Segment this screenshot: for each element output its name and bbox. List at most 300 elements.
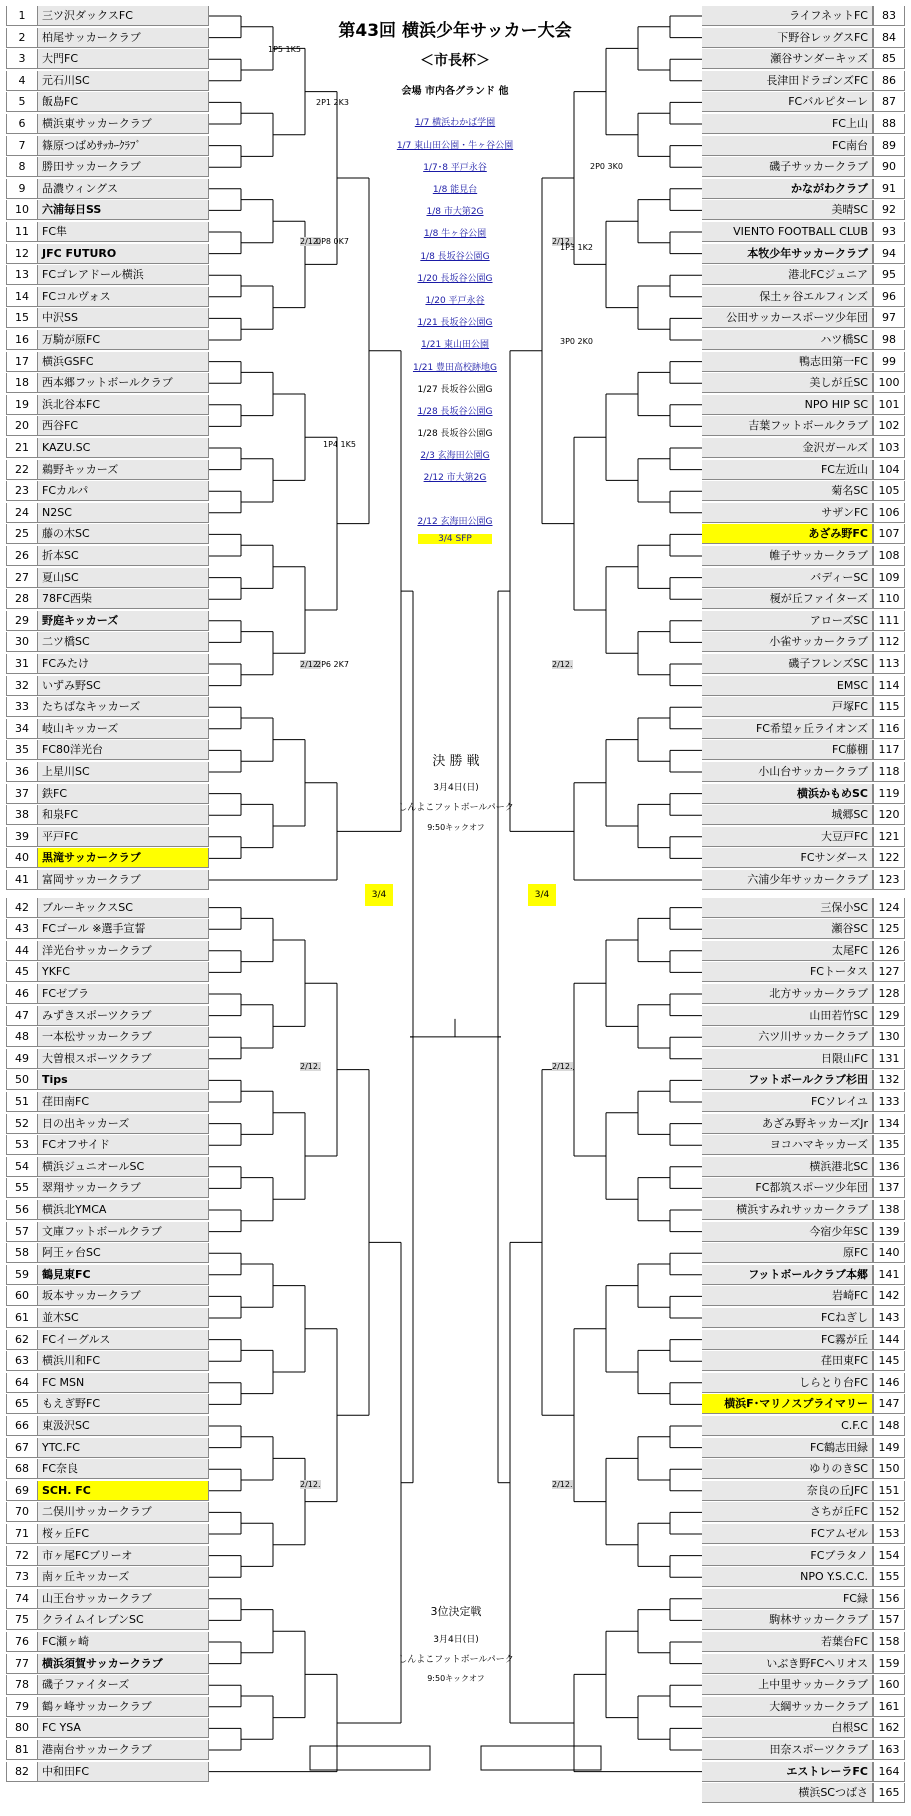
team-row — [702, 1632, 905, 1652]
team-name: 夏山SC — [38, 568, 209, 588]
team-name: 野庭キッカーズ — [38, 611, 209, 631]
team-number: 98 — [873, 330, 905, 350]
team-row — [702, 827, 905, 847]
team-name: FC奈良 — [38, 1459, 209, 1479]
team-name: 山田若竹SC — [702, 1006, 873, 1026]
team-number: 70 — [6, 1502, 38, 1522]
team-row — [6, 1524, 209, 1544]
team-number: 38 — [6, 805, 38, 825]
team-number: 158 — [873, 1632, 905, 1652]
team-name: FC MSN — [38, 1373, 209, 1393]
team-row — [6, 1438, 209, 1458]
schedule-item[interactable]: 1/21 東山田公園 — [420, 340, 490, 350]
team-name: 戸塚FC — [702, 697, 873, 717]
team-number: 155 — [873, 1567, 905, 1587]
team-row — [6, 870, 209, 890]
team-number: 6 — [6, 114, 38, 134]
team-name: FC YSA — [38, 1718, 209, 1738]
schedule-item[interactable]: 2/12 玄海田公園G — [417, 517, 493, 527]
team-name: 大綱サッカークラブ — [702, 1697, 873, 1717]
third-place: しんよこフットボールパーク — [398, 1655, 514, 1665]
team-name: 小山台サッカークラブ — [702, 762, 873, 782]
team-name: NPO Y.S.C.C. — [702, 1567, 873, 1587]
match-score: 1P5 1K5 — [268, 45, 301, 54]
team-name: アローズSC — [702, 611, 873, 631]
team-row — [702, 1783, 905, 1803]
team-row — [702, 1654, 905, 1674]
team-row — [6, 1092, 209, 1112]
team-number: 153 — [873, 1524, 905, 1544]
team-name: YTC.FC — [38, 1438, 209, 1458]
schedule-item[interactable]: 1/7 横浜わかば学園 — [414, 118, 496, 128]
team-row — [702, 1286, 905, 1306]
team-number: 16 — [6, 330, 38, 350]
team-number: 126 — [873, 941, 905, 961]
team-number: 136 — [873, 1157, 905, 1177]
team-number: 87 — [873, 92, 905, 112]
team-name: 港北FCジュニア — [702, 265, 873, 285]
team-number: 68 — [6, 1459, 38, 1479]
round-date: 2/12. — [552, 1480, 573, 1489]
team-row — [6, 265, 209, 285]
team-name: 原FC — [702, 1243, 873, 1263]
team-number: 131 — [873, 1049, 905, 1069]
team-name: FCカルパ — [38, 481, 209, 501]
team-number: 86 — [873, 71, 905, 91]
team-number: 93 — [873, 222, 905, 242]
schedule-item[interactable]: 1/8 長坂谷公園G — [420, 252, 490, 262]
team-number: 130 — [873, 1027, 905, 1047]
team-row — [6, 848, 209, 868]
team-number: 165 — [873, 1783, 905, 1803]
third-title: 3位決定戦 — [430, 1605, 482, 1618]
team-name: 白根SC — [702, 1718, 873, 1738]
team-row — [702, 114, 905, 134]
team-name: しらとり台FC — [702, 1373, 873, 1393]
team-row — [702, 1416, 905, 1436]
team-name: いずみ野SC — [38, 676, 209, 696]
schedule-item[interactable]: 1/21 長坂谷公園G — [417, 318, 493, 328]
final-date-left: 3/4 — [365, 884, 393, 906]
team-number: 29 — [6, 611, 38, 631]
team-number: 124 — [873, 898, 905, 918]
team-number: 2 — [6, 28, 38, 48]
team-row — [702, 1697, 905, 1717]
team-number: 115 — [873, 697, 905, 717]
team-name: ゆりのきSC — [702, 1459, 873, 1479]
team-row — [6, 1394, 209, 1414]
team-row — [702, 71, 905, 91]
team-name: 日の出キッカーズ — [38, 1114, 209, 1134]
team-number: 156 — [873, 1589, 905, 1609]
team-number: 88 — [873, 114, 905, 134]
team-name: 78FC西柴 — [38, 589, 209, 609]
team-name: 鶴ヶ峰サッカークラブ — [38, 1697, 209, 1717]
team-row — [6, 611, 209, 631]
team-row — [6, 1373, 209, 1393]
team-row — [6, 308, 209, 328]
team-number: 120 — [873, 805, 905, 825]
team-name: FC隼 — [38, 222, 209, 242]
team-number: 123 — [873, 870, 905, 890]
team-name: FCみたけ — [38, 654, 209, 674]
team-name: 菊名SC — [702, 481, 873, 501]
team-number: 73 — [6, 1567, 38, 1587]
team-number: 99 — [873, 352, 905, 372]
team-number: 141 — [873, 1265, 905, 1285]
schedule-item[interactable]: 1/28 長坂谷公園G — [417, 407, 493, 417]
round-date: 2/12. — [300, 660, 321, 669]
team-number: 91 — [873, 179, 905, 199]
team-number: 35 — [6, 740, 38, 760]
team-number: 96 — [873, 287, 905, 307]
bracket-box — [310, 1746, 430, 1770]
team-number: 54 — [6, 1157, 38, 1177]
team-name: ブルーキックスSC — [38, 898, 209, 918]
team-number: 114 — [873, 676, 905, 696]
team-row — [6, 805, 209, 825]
team-row — [6, 1632, 209, 1652]
team-row — [702, 1135, 905, 1155]
subtitle: ＜市長杯＞ — [420, 53, 490, 69]
team-number: 85 — [873, 49, 905, 69]
team-number: 159 — [873, 1654, 905, 1674]
team-name: 並木SC — [38, 1308, 209, 1328]
team-row — [6, 1265, 209, 1285]
team-row — [702, 546, 905, 566]
team-row — [6, 740, 209, 760]
team-name: 藤の木SC — [38, 524, 209, 544]
team-number: 44 — [6, 941, 38, 961]
team-number: 40 — [6, 848, 38, 868]
team-row — [702, 179, 905, 199]
team-name: FCトータス — [702, 962, 873, 982]
team-number: 122 — [873, 848, 905, 868]
team-name: 磯子ファイターズ — [38, 1675, 209, 1695]
team-number: 23 — [6, 481, 38, 501]
team-row — [702, 1308, 905, 1328]
team-number: 154 — [873, 1546, 905, 1566]
team-number: 132 — [873, 1070, 905, 1090]
schedule-item[interactable]: 2/12 市大第2G — [423, 473, 487, 483]
team-row — [702, 632, 905, 652]
team-name: あざみ野FC — [702, 524, 873, 544]
team-row — [6, 676, 209, 696]
schedule-item[interactable]: 2/3 玄海田公園G — [420, 451, 490, 461]
schedule-item[interactable]: 1/20 平戸永谷 — [425, 296, 485, 306]
round-date: 2/12. — [300, 237, 321, 246]
team-row — [702, 1006, 905, 1026]
team-number: 50 — [6, 1070, 38, 1090]
team-number: 59 — [6, 1265, 38, 1285]
team-number: 61 — [6, 1308, 38, 1328]
schedule-item[interactable]: 1/7 東山田公園・牛ヶ谷公園 — [396, 141, 514, 151]
team-name: 若葉台FC — [702, 1632, 873, 1652]
team-row — [702, 962, 905, 982]
team-row — [6, 784, 209, 804]
team-row — [6, 416, 209, 436]
match-score: 2P1 2K3 — [316, 98, 349, 107]
schedule-item[interactable]: 1/8 牛ヶ谷公園 — [423, 229, 487, 239]
team-number: 151 — [873, 1481, 905, 1501]
team-number: 12 — [6, 244, 38, 264]
final-date-right: 3/4 — [528, 884, 556, 906]
team-name: 横浜ジュニオールSC — [38, 1157, 209, 1177]
team-number: 66 — [6, 1416, 38, 1436]
team-name: 横浜須賀サッカークラブ — [38, 1654, 209, 1674]
team-number: 47 — [6, 1006, 38, 1026]
team-row — [6, 244, 209, 264]
team-name: 柏尾サッカークラブ — [38, 28, 209, 48]
team-name: 瀬谷サンダーキッズ — [702, 49, 873, 69]
team-name: 公田サッカースポーツ少年団 — [702, 308, 873, 328]
team-name: もえぎ野FC — [38, 1394, 209, 1414]
team-name: 今宿少年SC — [702, 1222, 873, 1242]
team-number: 71 — [6, 1524, 38, 1544]
team-name: 荏田南FC — [38, 1092, 209, 1112]
team-number: 36 — [6, 762, 38, 782]
team-name: YKFC — [38, 962, 209, 982]
schedule-item[interactable]: 1/7･8 平戸永谷 — [423, 163, 487, 173]
team-number: 139 — [873, 1222, 905, 1242]
team-number: 117 — [873, 740, 905, 760]
schedule-item[interactable]: 1/21 豊田高校跡地G — [412, 363, 498, 373]
team-row — [6, 222, 209, 242]
team-number: 82 — [6, 1762, 38, 1782]
team-number: 58 — [6, 1243, 38, 1263]
team-name: FC南台 — [702, 136, 873, 156]
team-row — [702, 373, 905, 393]
team-name: FCゴレアドール横浜 — [38, 265, 209, 285]
team-number: 142 — [873, 1286, 905, 1306]
team-row — [6, 1610, 209, 1630]
team-name: 上星川SC — [38, 762, 209, 782]
team-name: Tips — [38, 1070, 209, 1090]
team-number: 53 — [6, 1135, 38, 1155]
match-score: 1P3 1K2 — [560, 243, 593, 252]
team-row — [702, 438, 905, 458]
team-row — [702, 1459, 905, 1479]
team-row — [702, 1524, 905, 1544]
team-number: 75 — [6, 1610, 38, 1630]
team-row — [702, 719, 905, 739]
team-row — [6, 71, 209, 91]
team-number: 57 — [6, 1222, 38, 1242]
team-row — [702, 503, 905, 523]
team-name: FC鶴志田緑 — [702, 1438, 873, 1458]
team-row — [702, 157, 905, 177]
team-name: FC藤棚 — [702, 740, 873, 760]
match-score: 3P0 2K0 — [560, 337, 593, 346]
team-name: FCアムゼル — [702, 1524, 873, 1544]
team-number: 51 — [6, 1092, 38, 1112]
team-number: 76 — [6, 1632, 38, 1652]
team-name: 保土ヶ谷エルフィンズ — [702, 287, 873, 307]
team-row — [702, 1718, 905, 1738]
team-number: 95 — [873, 265, 905, 285]
team-name: 横浜GSFC — [38, 352, 209, 372]
team-name: 吉葉フットボールクラブ — [702, 416, 873, 436]
team-name: 篠原つばめｻｯｶｰｸﾗﾌﾞ — [38, 136, 209, 156]
team-row — [702, 1546, 905, 1566]
team-name: N2SC — [38, 503, 209, 523]
team-name: FCバルピターレ — [702, 92, 873, 112]
team-name: 下野谷レッグスFC — [702, 28, 873, 48]
schedule-item[interactable]: 1/8 市大第2G — [426, 207, 484, 217]
team-name: 阿王ヶ台SC — [38, 1243, 209, 1263]
team-name: FC80洋光台 — [38, 740, 209, 760]
team-row — [6, 1546, 209, 1566]
team-number: 137 — [873, 1178, 905, 1198]
team-row — [702, 1675, 905, 1695]
final-title: 決 勝 戦 — [432, 754, 480, 769]
team-number: 55 — [6, 1178, 38, 1198]
team-number: 164 — [873, 1762, 905, 1782]
team-number: 134 — [873, 1114, 905, 1134]
team-number: 42 — [6, 898, 38, 918]
team-number: 3 — [6, 49, 38, 69]
team-row — [702, 524, 905, 544]
team-row — [702, 1481, 905, 1501]
team-name: FC上山 — [702, 114, 873, 134]
team-number: 84 — [873, 28, 905, 48]
team-name: 日限山FC — [702, 1049, 873, 1069]
team-row — [6, 114, 209, 134]
team-name: 南ヶ丘キッカーズ — [38, 1567, 209, 1587]
team-row — [702, 805, 905, 825]
team-row — [702, 611, 905, 631]
team-row — [702, 395, 905, 415]
schedule-item: 1/28 長坂谷公園G — [417, 429, 493, 439]
third-date: 3月4日(日) — [433, 1635, 479, 1645]
team-name: 横浜東サッカークラブ — [38, 114, 209, 134]
team-row — [702, 1027, 905, 1047]
team-row — [6, 373, 209, 393]
team-number: 143 — [873, 1308, 905, 1328]
team-number: 8 — [6, 157, 38, 177]
schedule-item[interactable]: 1/8 能見台 — [432, 185, 478, 195]
team-number: 18 — [6, 373, 38, 393]
team-number: 46 — [6, 984, 38, 1004]
team-row — [6, 762, 209, 782]
team-number: 22 — [6, 460, 38, 480]
team-name: 瀬谷SC — [702, 919, 873, 939]
team-row — [6, 28, 209, 48]
team-row — [6, 1481, 209, 1501]
team-row — [702, 1589, 905, 1609]
team-row — [6, 1135, 209, 1155]
team-row — [6, 1351, 209, 1371]
team-name: かながわクラブ — [702, 179, 873, 199]
team-number: 60 — [6, 1286, 38, 1306]
team-number: 119 — [873, 784, 905, 804]
bracket-box — [481, 1746, 601, 1770]
schedule-item: 3/4 SFP — [418, 534, 492, 544]
team-name: 鵜野キッカーズ — [38, 460, 209, 480]
team-name: 横浜F･マリノスプライマリー — [702, 1394, 873, 1414]
team-name: 岐山キッカーズ — [38, 719, 209, 739]
team-name: 太尾FC — [702, 941, 873, 961]
team-name: FCゼブラ — [38, 984, 209, 1004]
team-number: 92 — [873, 200, 905, 220]
team-number: 100 — [873, 373, 905, 393]
team-number: 163 — [873, 1740, 905, 1760]
team-name: ライフネットFC — [702, 6, 873, 26]
team-name: FC霧が丘 — [702, 1330, 873, 1350]
team-number: 24 — [6, 503, 38, 523]
team-number: 149 — [873, 1438, 905, 1458]
team-name: 中沢SS — [38, 308, 209, 328]
team-number: 19 — [6, 395, 38, 415]
team-row — [702, 481, 905, 501]
team-row — [702, 848, 905, 868]
team-name: EMSC — [702, 676, 873, 696]
team-row — [702, 676, 905, 696]
team-row — [6, 1178, 209, 1198]
team-row — [702, 1740, 905, 1760]
team-name: FC瀬ヶ崎 — [38, 1632, 209, 1652]
team-number: 32 — [6, 676, 38, 696]
team-row — [6, 1416, 209, 1436]
team-number: 107 — [873, 524, 905, 544]
team-name: 鶴見東FC — [38, 1265, 209, 1285]
third-time: 9:50キックオフ — [427, 1674, 485, 1683]
final-place: しんよこフットボールパーク — [398, 803, 514, 813]
team-number: 74 — [6, 1589, 38, 1609]
team-row — [6, 898, 209, 918]
team-row — [6, 1654, 209, 1674]
team-name: ハツ橋SC — [702, 330, 873, 350]
team-name: FCねぎし — [702, 1308, 873, 1328]
team-name: 駒林サッカークラブ — [702, 1610, 873, 1630]
team-row — [6, 481, 209, 501]
team-name: フットボールクラブ杉田 — [702, 1070, 873, 1090]
team-number: 110 — [873, 589, 905, 609]
team-row — [6, 49, 209, 69]
team-row — [6, 1200, 209, 1220]
team-name: 荏田東FC — [702, 1351, 873, 1371]
team-name: 翠翔サッカークラブ — [38, 1178, 209, 1198]
team-name: FC希望ヶ丘ライオンズ — [702, 719, 873, 739]
schedule-item[interactable]: 1/20 長坂谷公園G — [417, 274, 493, 284]
team-name: 山王台サッカークラブ — [38, 1589, 209, 1609]
team-name: 桜ヶ丘FC — [38, 1524, 209, 1544]
team-row — [6, 984, 209, 1004]
team-row — [6, 1589, 209, 1609]
team-name: FCイーグルス — [38, 1330, 209, 1350]
team-number: 145 — [873, 1351, 905, 1371]
team-row — [6, 1697, 209, 1717]
team-number: 125 — [873, 919, 905, 939]
team-number: 1 — [6, 6, 38, 26]
team-name: サザンFC — [702, 503, 873, 523]
team-number: 80 — [6, 1718, 38, 1738]
team-row — [6, 827, 209, 847]
team-name: 六ツ川サッカークラブ — [702, 1027, 873, 1047]
team-name: 和泉FC — [38, 805, 209, 825]
team-number: 150 — [873, 1459, 905, 1479]
team-row — [6, 568, 209, 588]
team-number: 127 — [873, 962, 905, 982]
team-row — [6, 1675, 209, 1695]
team-number: 111 — [873, 611, 905, 631]
team-number: 129 — [873, 1006, 905, 1026]
team-name: 金沢ガールズ — [702, 438, 873, 458]
team-row — [702, 222, 905, 242]
final-date: 3月4日(日) — [433, 783, 479, 793]
team-number: 79 — [6, 1697, 38, 1717]
team-number: 160 — [873, 1675, 905, 1695]
